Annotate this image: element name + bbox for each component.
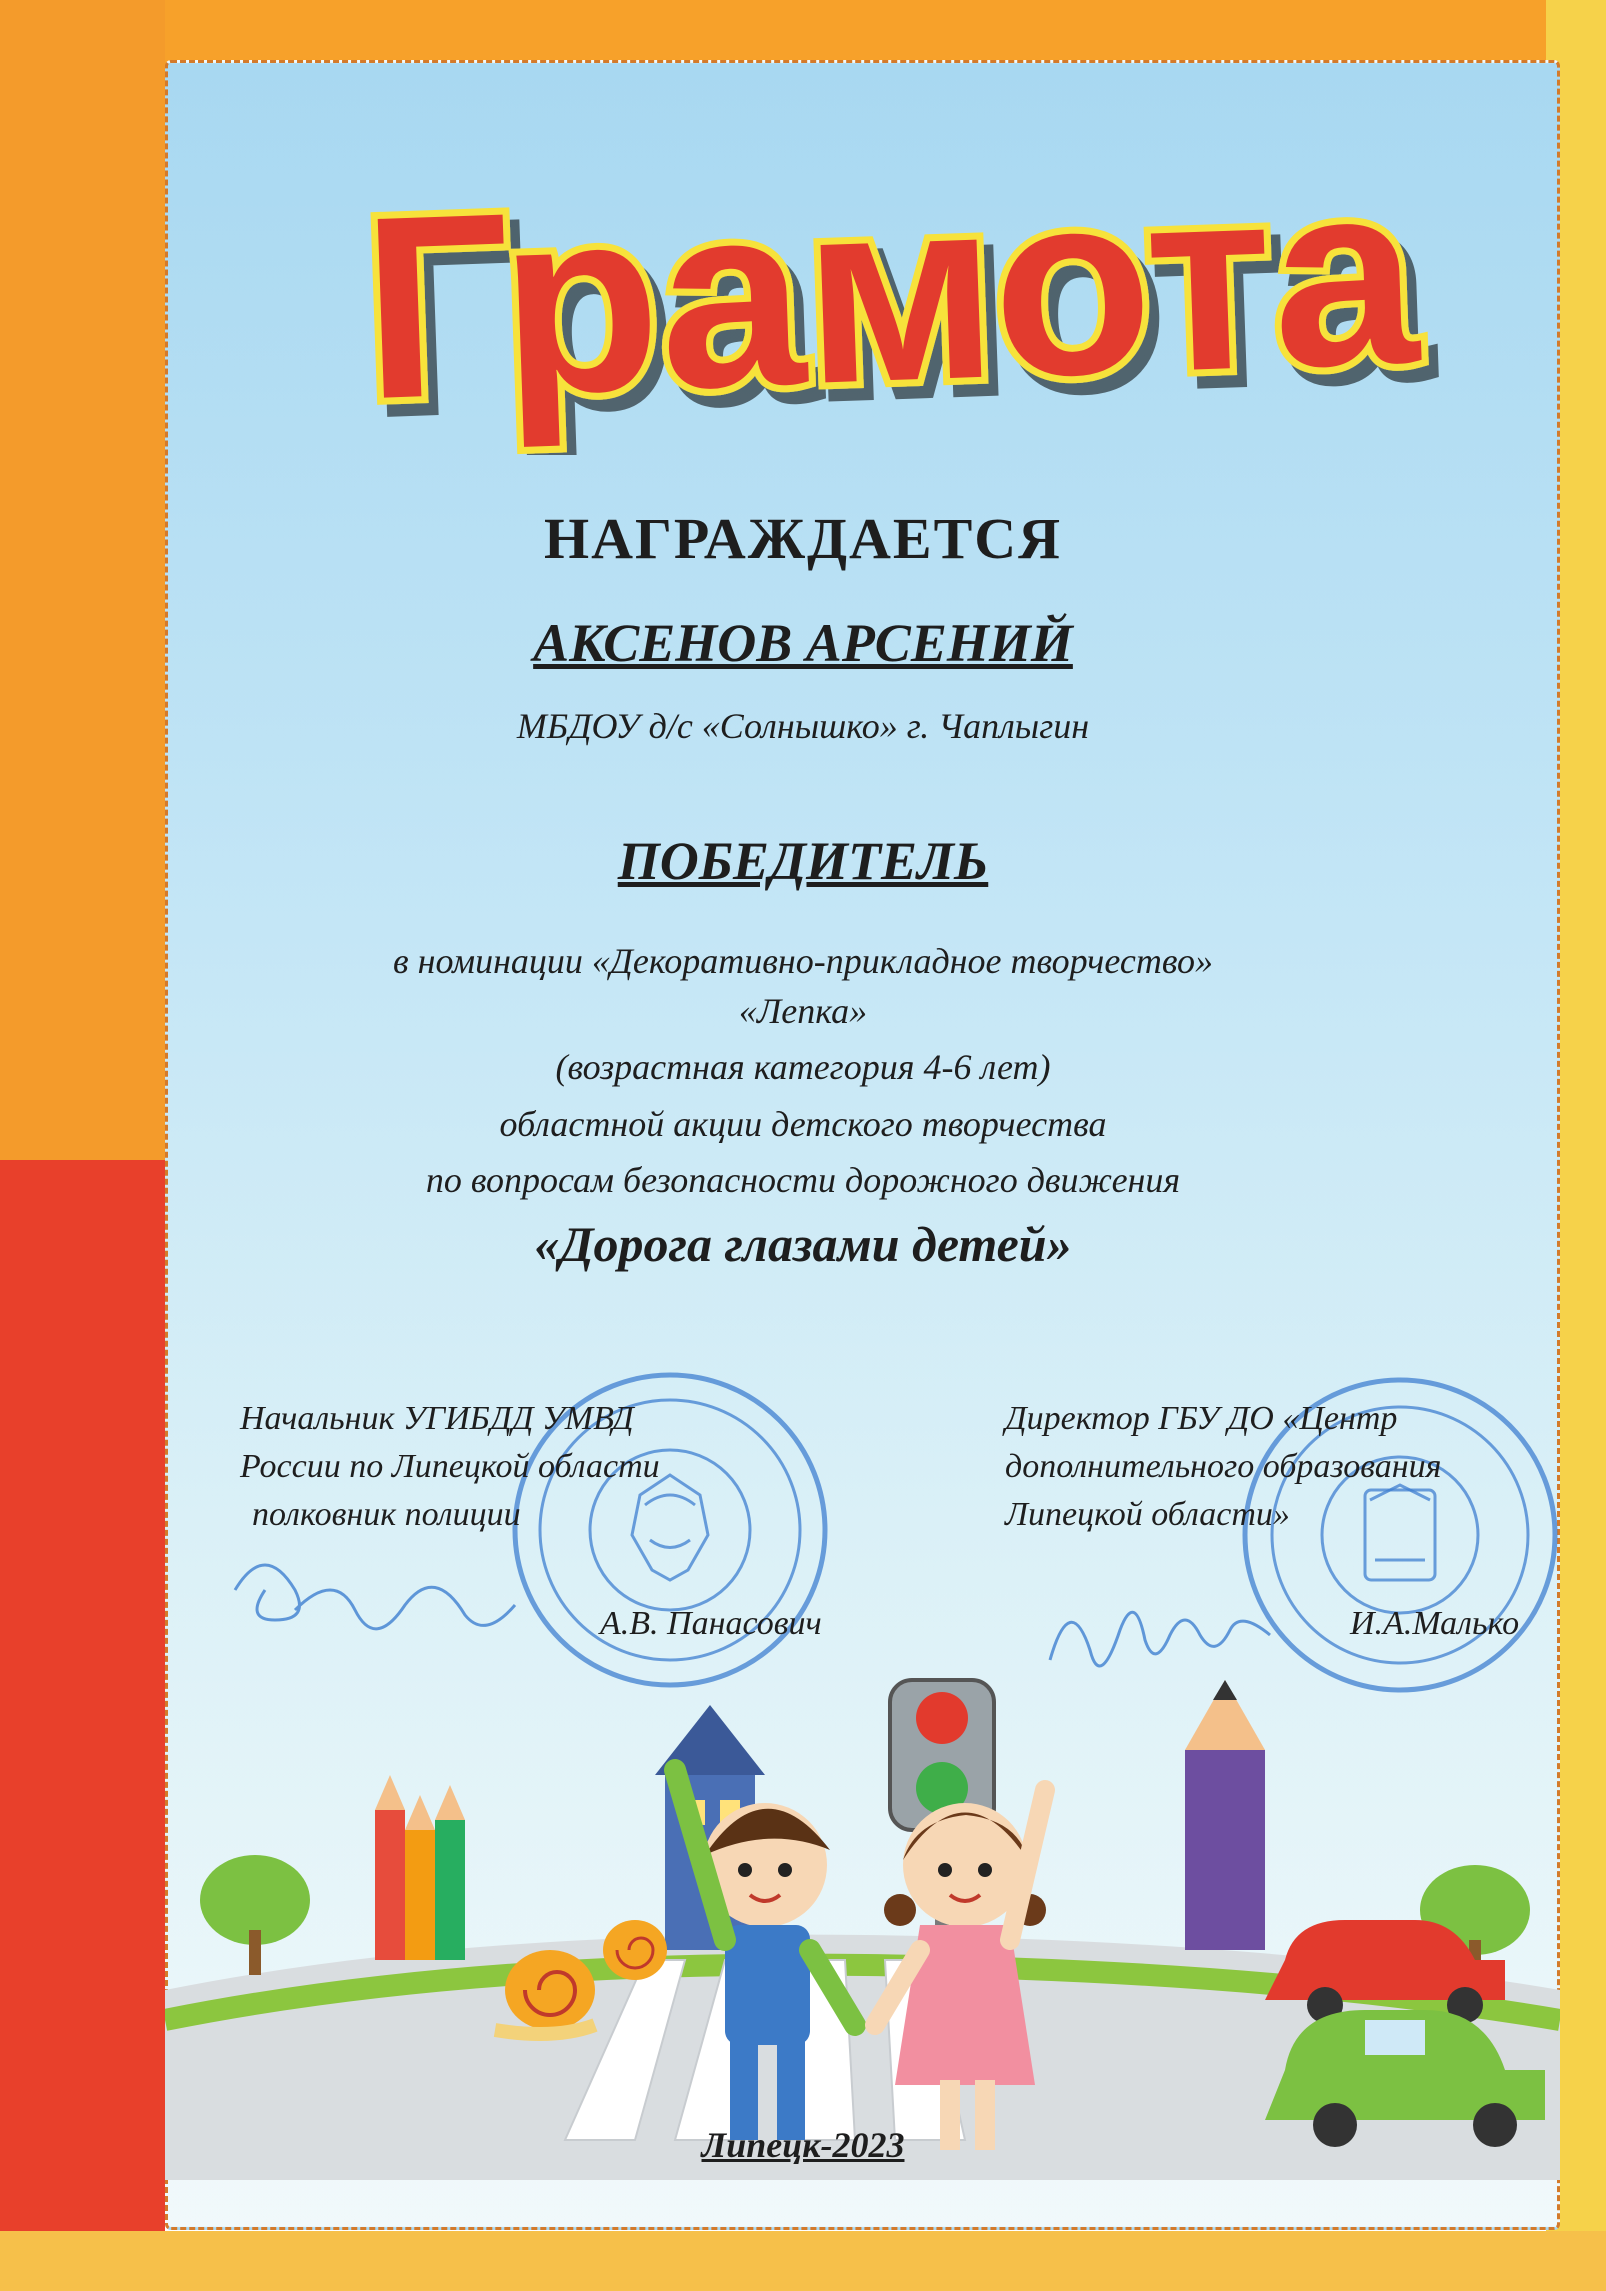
frame-left-red-border xyxy=(0,1160,165,2291)
gramota-logo xyxy=(320,115,1460,455)
signatory-right-line: Липецкой области» xyxy=(1005,1496,1290,1533)
awarded-label: НАГРАЖДАЕТСЯ xyxy=(543,506,1063,571)
street-illustration xyxy=(165,1660,1560,2180)
signatory-right-line: Директор ГБУ ДО «Центр xyxy=(1005,1400,1398,1437)
nomination-line: в номинации «Декоративно-прикладное творчество» xyxy=(392,941,1213,981)
signatory-left-title xyxy=(240,1395,660,1539)
award-title: ПОБЕДИТЕЛЬ xyxy=(617,831,989,891)
event-line: областной акции детского творчества xyxy=(499,1104,1107,1144)
recipient-name: АКСЕНОВ АРСЕНИЙ xyxy=(533,613,1073,673)
category-line: «Лепка» xyxy=(738,991,868,1031)
institution-name: МБДОУ д/с «Солнышко» г. Чаплыгин xyxy=(516,706,1090,746)
event-topic-line: по вопросам безопасности дорожного движения xyxy=(425,1160,1181,1200)
signatory-left-line: России по Липецкой области xyxy=(240,1448,660,1485)
signatory-right-name: И.А.Малько xyxy=(1350,1605,1520,1642)
signatory-left-line: полковник полиции xyxy=(252,1496,521,1533)
signatory-left-line: Начальник УГИБДД УМВД xyxy=(240,1400,634,1437)
signatory-right-line: дополнительного образования xyxy=(1005,1448,1442,1485)
signatory-right-title xyxy=(1005,1395,1441,1539)
age-category-line: (возрастная категория 4-6 лет) xyxy=(555,1047,1051,1087)
tree-icon xyxy=(200,1855,310,1975)
frame-bottom-border xyxy=(0,2231,1606,2291)
signature-left xyxy=(225,1520,525,1660)
frame-left-orange-border xyxy=(0,0,165,1160)
signatory-left-name: А.В. Панасович xyxy=(600,1605,822,1642)
event-name: «Дорога глазами детей» xyxy=(534,1216,1072,1272)
pencil-building-icon xyxy=(375,1775,465,1960)
place-year: Липецк-2023 xyxy=(701,2125,905,2165)
svg-text:Грамота: Грамота xyxy=(358,127,1422,455)
